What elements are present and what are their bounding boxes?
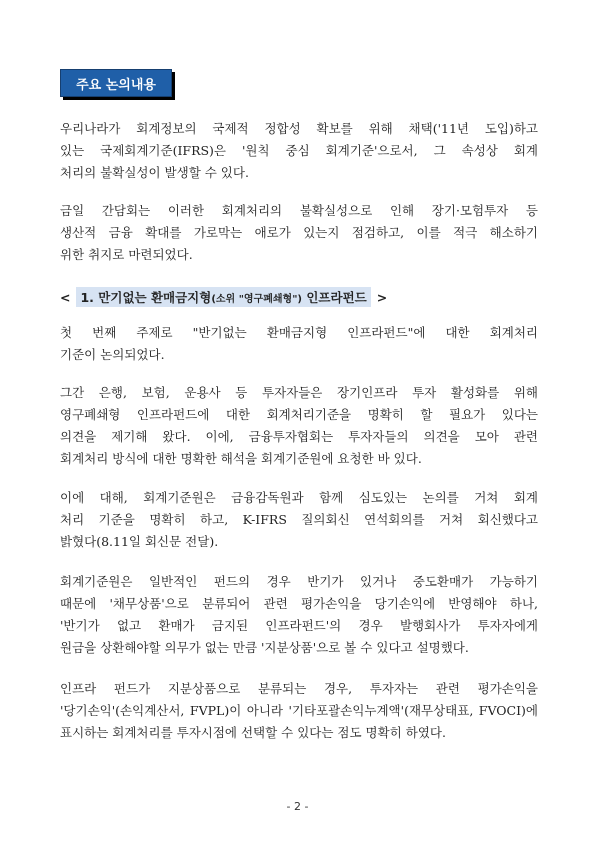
section-title [60,287,387,307]
body-paragraph-1 [60,322,538,366]
text-line: 그간 은행, 보험, 운용사 등 투자자들은 장기인프라 투자 활성화를 위해 [60,385,538,400]
body-paragraph-2 [60,382,538,470]
text-line: 생산적 금융 확대를 가로막는 애로가 있는지 점검하고, 이를 적극 해소하기 [60,225,538,240]
section-number: 1. [80,290,94,305]
text-line: 금일 간담회는 이러한 회계처리의 불확실성으로 인해 장기·모험투자 등 [60,203,538,218]
text-line: 위한 취지로 마련되었다. [60,247,193,262]
section-title-highlight [76,287,370,307]
text-line: 처리 기준을 명확히 하고, K-IFRS 질의회신 연석회의를 거쳐 회신했다고 [60,512,538,527]
intro-paragraph-2 [60,200,538,266]
text-line: 첫 번째 주제로 "반기없는 환매금지형 인프라펀드"에 대한 회계처리 [60,325,538,340]
page-number: - 2 - [286,800,309,813]
section-header-badge [60,69,172,97]
intro-paragraph-1 [60,118,538,184]
text-line: 표시하는 회계처리를 투자시점에 선택할 수 있다는 점도 명확히 하였다. [60,725,446,740]
section-title-main: 만기없는 환매금지형 [98,290,212,305]
text-line: 우리나라가 회계정보의 국제적 정합성 확보를 위해 채택('11년 도입)하고 [60,121,538,136]
text-line: 밝혔다(8.11일 회신문 전달). [60,534,219,549]
text-line: 인프라 펀드가 지분상품으로 분류되는 경우, 투자자는 관련 평가손익을 [60,681,538,696]
text-line: 기준이 논의되었다. [60,347,165,362]
text-line: 원금을 상환해야할 의무가 없는 만큼 '지분상품'으로 볼 수 있다고 설명했다. [60,640,469,655]
body-paragraph-4 [60,571,538,659]
text-line: 때문에 '채무상품'으로 분류되어 관련 평가손익을 당기손익에 반영해야 하나, [60,596,538,611]
section-open-bracket: < [60,289,71,305]
body-paragraph-3 [60,487,538,553]
text-line: 의견을 제기해 왔다. 이에, 금융투자협회는 투자자들의 의견을 모아 관련 [60,429,538,444]
text-line: 있는 국제회계기준(IFRS)은 '원칙 중심 회계기준'으로서, 그 속성상 회계 [60,143,538,158]
section-close-bracket: > [376,289,388,305]
body-paragraph-5 [60,678,538,744]
section-header-title: 주요 논의내용 [76,77,156,93]
section-title-note: (소위 "영구폐쇄형") [211,294,302,305]
section-title-end: 인프라펀드 [306,290,367,305]
text-line: 회계기준원은 일반적인 펀드의 경우 반기가 있거나 중도환매가 가능하기 [60,574,538,589]
text-line: 이에 대해, 회계기준원은 금융감독원과 함께 심도있는 논의를 거쳐 회계 [60,490,538,505]
text-line: 처리의 불확실성이 발생할 수 있다. [60,165,249,180]
text-line: 영구폐쇄형 인프라펀드에 대한 회계처리기준을 명확히 할 필요가 있다는 [60,407,538,422]
text-line: '반기가 없고 환매가 금지된 인프라펀드'의 경우 발행회사가 투자자에게 [60,618,538,633]
text-line: 회계처리 방식에 대한 명확한 해석을 회계기준원에 요청한 바 있다. [60,451,422,466]
text-line: '당기손익'(손익계산서, FVPL)이 아니라 '기타포괄손익누계액'(재무상태표, FVOCI)에 [60,703,538,718]
